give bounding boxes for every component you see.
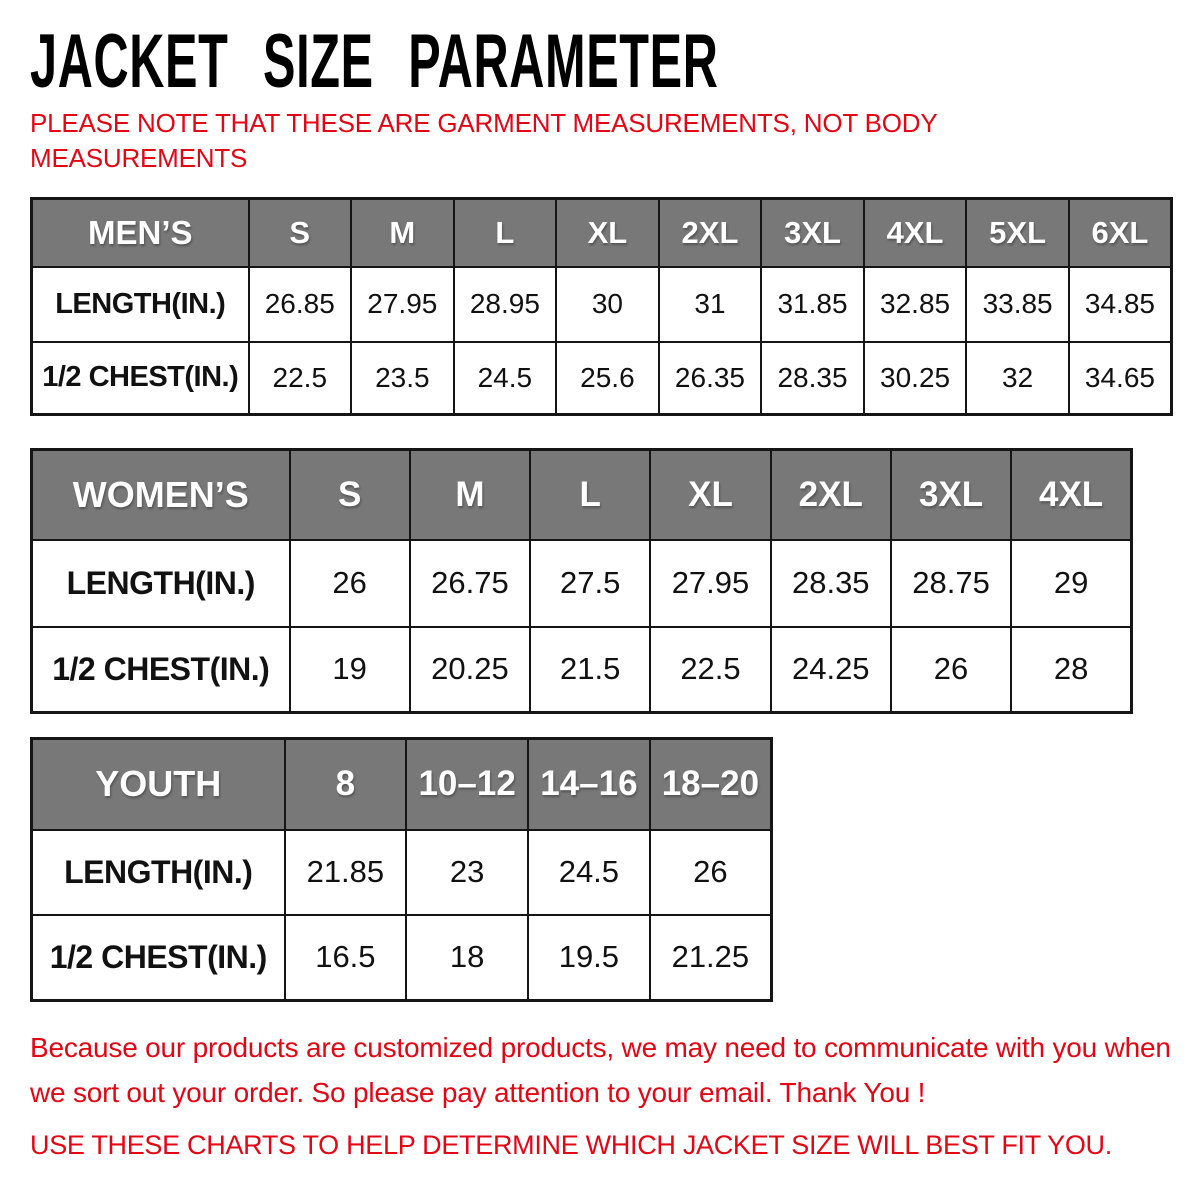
measurement-value-cell: 30 bbox=[556, 267, 659, 342]
measurement-value-cell: 29 bbox=[1011, 540, 1131, 627]
measurement-value-cell: 19 bbox=[290, 627, 410, 713]
measurement-value-cell: 26.75 bbox=[410, 540, 530, 627]
measurement-value-cell: 22.5 bbox=[249, 342, 352, 415]
size-column-header: 2XL bbox=[771, 450, 891, 540]
measurement-value-cell: 24.5 bbox=[454, 342, 557, 415]
chart-usage-note: USE THESE CHARTS TO HELP DETERMINE WHICH JACKET SIZE WILL BEST FIT YOU. bbox=[30, 1130, 1112, 1160]
measurement-value-cell: 28.35 bbox=[771, 540, 891, 627]
womens-table-label: WOMEN’S bbox=[32, 450, 290, 540]
size-column-header: 3XL bbox=[761, 199, 864, 267]
garment-measurement-note: PLEASE NOTE THAT THESE ARE GARMENT MEASUREMENTS, NOT BODY MEASUREMENTS bbox=[30, 108, 937, 173]
measurement-value-cell: 30.25 bbox=[864, 342, 967, 415]
womens-header-row bbox=[32, 450, 1132, 540]
measurement-value-cell: 27.95 bbox=[351, 267, 454, 342]
womens-size-table bbox=[30, 448, 1133, 714]
measurement-value-cell: 27.5 bbox=[530, 540, 650, 627]
measurement-value-cell: 24.5 bbox=[528, 830, 650, 915]
measurement-value-cell: 22.5 bbox=[650, 627, 770, 713]
measurement-value-cell: 33.85 bbox=[966, 267, 1069, 342]
measurement-value-cell: 28.35 bbox=[761, 342, 864, 415]
measurement-value-cell: 23.5 bbox=[351, 342, 454, 415]
table-row bbox=[32, 267, 1172, 342]
size-column-header: S bbox=[290, 450, 410, 540]
row-label: 1/2 CHEST(IN.) bbox=[32, 342, 249, 415]
measurement-value-cell: 25.6 bbox=[556, 342, 659, 415]
youth-size-table bbox=[30, 737, 773, 1002]
measurement-value-cell: 34.85 bbox=[1069, 267, 1172, 342]
table-row bbox=[32, 627, 1132, 713]
size-column-header: 5XL bbox=[966, 199, 1069, 267]
table-row bbox=[32, 540, 1132, 627]
size-column-header: L bbox=[454, 199, 557, 267]
size-column-header: M bbox=[410, 450, 530, 540]
size-column-header: 2XL bbox=[659, 199, 762, 267]
row-label: 1/2 CHEST(IN.) bbox=[32, 627, 290, 713]
measurement-value-cell: 32.85 bbox=[864, 267, 967, 342]
size-column-header: 4XL bbox=[864, 199, 967, 267]
size-column-header: 6XL bbox=[1069, 199, 1172, 267]
youth-header-row bbox=[32, 739, 772, 830]
measurement-value-cell: 19.5 bbox=[528, 915, 650, 1001]
row-label: LENGTH(IN.) bbox=[32, 540, 290, 627]
size-column-header: 10–12 bbox=[406, 739, 528, 830]
size-column-header: M bbox=[351, 199, 454, 267]
table-row bbox=[32, 915, 772, 1001]
measurement-value-cell: 18 bbox=[406, 915, 528, 1001]
table-row bbox=[32, 342, 1172, 415]
measurement-value-cell: 21.85 bbox=[285, 830, 407, 915]
size-column-header: XL bbox=[556, 199, 659, 267]
mens-table-label: MEN’S bbox=[32, 199, 249, 267]
size-column-header: 3XL bbox=[891, 450, 1011, 540]
size-column-header: 18–20 bbox=[650, 739, 772, 830]
measurement-value-cell: 28 bbox=[1011, 627, 1131, 713]
mens-size-table bbox=[30, 197, 1173, 416]
measurement-value-cell: 26.85 bbox=[249, 267, 352, 342]
measurement-value-cell: 26 bbox=[650, 830, 772, 915]
mens-header-row bbox=[32, 199, 1172, 267]
size-column-header: 8 bbox=[285, 739, 407, 830]
page-title: JACKET SIZE PARAMETER bbox=[30, 19, 719, 104]
row-label: LENGTH(IN.) bbox=[32, 830, 285, 915]
measurement-value-cell: 21.5 bbox=[530, 627, 650, 713]
size-column-header: 14–16 bbox=[528, 739, 650, 830]
size-column-header: S bbox=[249, 199, 352, 267]
youth-table-label: YOUTH bbox=[32, 739, 285, 830]
measurement-value-cell: 28.95 bbox=[454, 267, 557, 342]
size-column-header: L bbox=[530, 450, 650, 540]
row-label: 1/2 CHEST(IN.) bbox=[32, 915, 285, 1001]
measurement-value-cell: 31.85 bbox=[761, 267, 864, 342]
measurement-value-cell: 34.65 bbox=[1069, 342, 1172, 415]
measurement-value-cell: 32 bbox=[966, 342, 1069, 415]
measurement-value-cell: 26 bbox=[891, 627, 1011, 713]
measurement-value-cell: 31 bbox=[659, 267, 762, 342]
measurement-value-cell: 26.35 bbox=[659, 342, 762, 415]
row-label: LENGTH(IN.) bbox=[32, 267, 249, 342]
measurement-value-cell: 20.25 bbox=[410, 627, 530, 713]
measurement-value-cell: 16.5 bbox=[285, 915, 407, 1001]
measurement-value-cell: 21.25 bbox=[650, 915, 772, 1001]
measurement-value-cell: 26 bbox=[290, 540, 410, 627]
measurement-value-cell: 27.95 bbox=[650, 540, 770, 627]
measurement-value-cell: 23 bbox=[406, 830, 528, 915]
measurement-value-cell: 24.25 bbox=[771, 627, 891, 713]
size-column-header: XL bbox=[650, 450, 770, 540]
size-column-header: 4XL bbox=[1011, 450, 1131, 540]
table-row bbox=[32, 830, 772, 915]
customization-notice: Because our products are customized products, we may need to communicate with you when we sort out your order. So please pay attention to your email. Thank You ! bbox=[30, 1032, 1171, 1108]
measurement-value-cell: 28.75 bbox=[891, 540, 1011, 627]
